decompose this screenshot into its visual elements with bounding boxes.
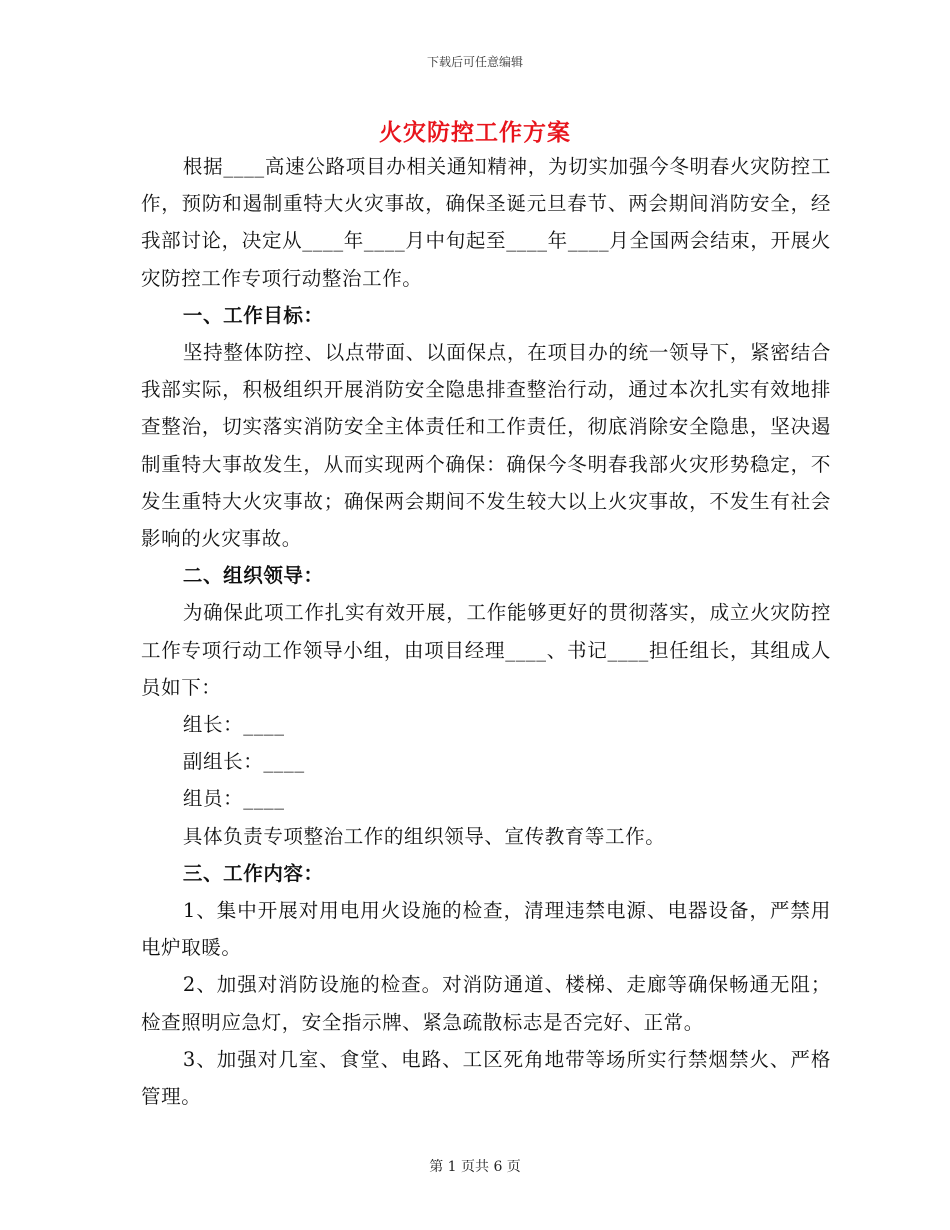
list-item-content-3: 3、加强对几室、食堂、电路、工区死角地带等场所实行禁烟禁火、严格管理。: [141, 1047, 831, 1109]
line-members: 组员：____: [182, 787, 285, 811]
paragraph-goals: 坚持整体防控、以点带面、以面保点，在项目办的统一领导下，紧密结合我部实际，积极组织开展消防安全隐患排查整治行动，通过本次扎实有效地排查整治，切实落实消防安全主体责任和工作责任，彻底消除安全隐患，坚决遏制重特大事故发生，从而实现两个确保：确保今冬明春我部火灾形势稳定，不发生重特大火灾事故；确保两会期间不发生较大以上火灾事故，不发生有社会影响的火灾事故。: [141, 341, 831, 551]
section-heading-organization: 二、组织领导：: [182, 564, 324, 588]
paragraph-intro: 根据____高速公路项目办相关通知精神，为切实加强今冬明春火灾防控工作，预防和遏制重特大火灾事故，确保圣诞元旦春节、两会期间消防安全，经我部讨论，决定从____年____月中旬起至____年____月全国两会结束，开展火灾防控工作专项行动整治工作。: [141, 155, 831, 290]
list-item-content-2: 2、加强对消防设施的检查。对消防通道、楼梯、走廊等确保畅通无阻；检查照明应急灯，安全指示牌、紧急疏散标志是否完好、正常。: [141, 973, 831, 1034]
list-item-content-1: 1、集中开展对用电用火设施的检查，清理违禁电源、电器设备，严禁用电炉取暖。: [141, 899, 831, 960]
page-footer-number: 第 1 页共 6 页: [429, 1159, 521, 1175]
line-leader: 组长：____: [182, 713, 285, 737]
paragraph-duties: 具体负责专项整治工作的组织领导、宣传教育等工作。: [182, 824, 666, 848]
section-heading-goals: 一、工作目标：: [182, 303, 324, 327]
section-heading-content: 三、工作内容：: [182, 861, 324, 885]
line-deputy-leader: 副组长：____: [182, 750, 305, 774]
document-body: [141, 148, 831, 1115]
document-title: 火灾防控工作方案: [379, 119, 571, 146]
page-header-note: 下载后可任意编辑: [426, 55, 523, 69]
paragraph-organization: 为确保此项工作扎实有效开展，工作能够更好的贯彻落实，成立火灾防控工作专项行动工作领导小组，由项目经理____、书记____担任组长，其组成人员如下：: [141, 601, 831, 699]
